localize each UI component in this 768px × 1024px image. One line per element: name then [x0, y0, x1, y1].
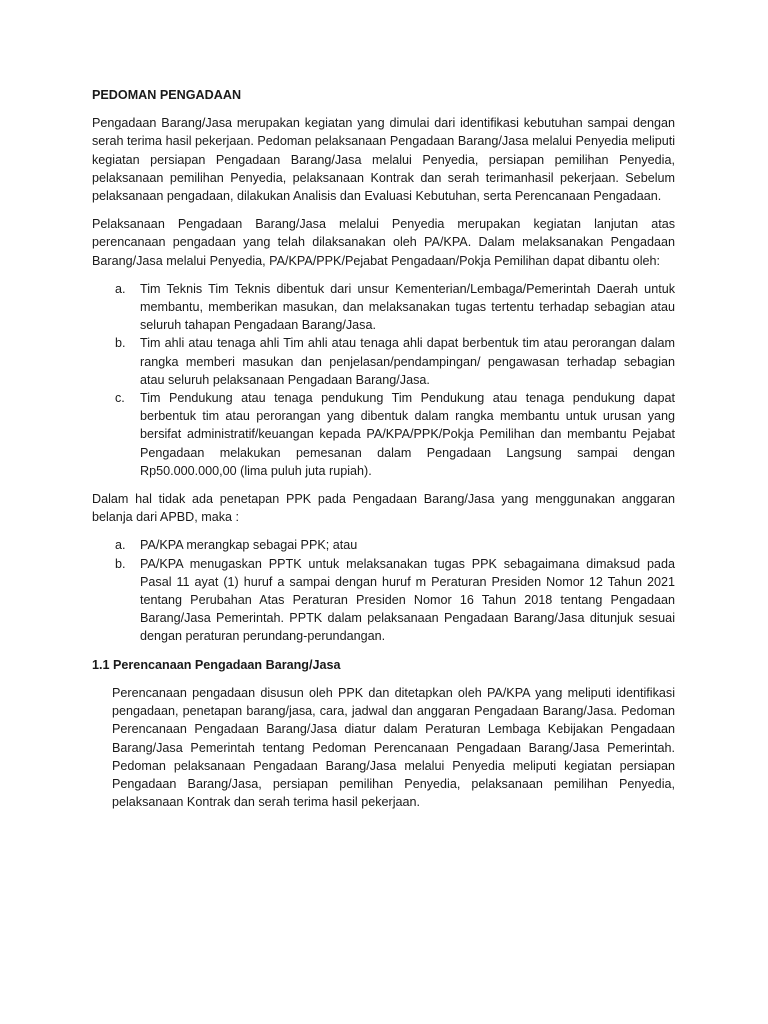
- section-body: Perencanaan pengadaan disusun oleh PPK dan ditetapkan oleh PA/KPA yang meliputi identifikasi pengadaan, penetapan barang/jasa, cara, jadwal dan anggaran Pengadaan Barang/Jasa. Pedoman Perencanaan Pengadaan Barang/Jasa diatur dalam Peraturan Lembaga Kebijakan Pengadaan Barang/Jasa Pemerintah tentang Pedoman Perencanaan Pengadaan Barang/Jasa Pemerintah. Pedoman pelaksanaan Pengadaan Barang/Jasa melalui Penyedia meliputi kegiatan persiapan Pengadaan Barang/Jasa, persiapan pemilihan Penyedia, pelaksanaan pemilihan Penyedia, pelaksanaan Kontrak dan serah terima hasil pekerjaan.: [112, 685, 675, 810]
- list-item-text: Tim Pendukung atau tenaga pendukung Tim Pendukung atau tenaga pendukung dapat berbentuk tim atau perorangan yang dibentuk dalam rangka membantu untuk urusan yang bersifat administratif/keuangan kepada PA/KPA/PPK/Pokja Pemilihan dan membantu Pejabat Pengadaan melakukan pemesanan dalam Pengadaan Langsung sampai dengan Rp50.000.000,00 (lima puluh juta rupiah).: [140, 391, 675, 478]
- document-body: [92, 86, 675, 821]
- list-marker: a.: [115, 538, 126, 553]
- list-item: [92, 389, 675, 480]
- list-item-text: Tim Teknis Tim Teknis dibentuk dari unsur Kementerian/Lembaga/Pemerintah Daerah untuk membantu, memberikan masukan, dan melaksanakan tugas tertentu terhadap sebagian atau seluruh tahapan Pengadaan Barang/Jasa.: [140, 281, 675, 333]
- list-marker: b.: [115, 556, 126, 571]
- list-item: [92, 280, 675, 335]
- section-title: 1.1 Perencanaan Pengadaan Barang/Jasa: [92, 657, 341, 672]
- list-ppk-options: [92, 536, 675, 645]
- paragraph-pelaksanaan: Pelaksanaan Pengadaan Barang/Jasa melalui Penyedia merupakan kegiatan lanjutan atas perencanaan pengadaan yang telah dilaksanakan oleh PA/KPA. Dalam melaksanakan Pengadaan Barang/Jasa melalui Penyedia, PA/KPA/PPK/Pejabat Pengadaan/Pokja Pemilihan dapat dibantu oleh:: [92, 217, 675, 268]
- list-marker: b.: [115, 336, 126, 351]
- list-helpers: [92, 280, 675, 480]
- list-item-text: PA/KPA menugaskan PPTK untuk melaksanakan tugas PPK sebagaimana dimaksud pada Pasal 11 ayat (1) huruf a sampai dengan huruf m Peraturan Presiden Nomor 12 Tahun 2021 tentang Perubahan Atas Peraturan Presiden Nomor 16 Tahun 2018 tentang Pengadaan Barang/Jasa Pemerintah. PPTK dalam pelaksanaan Pengadaan Barang/Jasa ditunjuk sesuai dengan peraturan perundang-perundangan.: [140, 556, 675, 644]
- list-item: [92, 334, 675, 389]
- list-item: [92, 536, 675, 554]
- paragraph-apbd: Dalam hal tidak ada penetapan PPK pada Pengadaan Barang/Jasa yang menggunakan anggaran belanja dari APBD, maka :: [92, 492, 675, 525]
- list-item-text: Tim ahli atau tenaga ahli Tim ahli atau tenaga ahli dapat berbentuk tim atau perorangan dalam rangka memberi masukan dan penjelasan/pendampingan/ pengawasan terhadap sebagian atau seluruh pelaksanaan Pengadaan Barang/Jasa.: [140, 336, 675, 387]
- list-marker: a.: [115, 281, 126, 296]
- list-item: [92, 555, 675, 646]
- list-item-text: PA/KPA merangkap sebagai PPK; atau: [140, 538, 358, 553]
- list-marker: c.: [115, 391, 125, 406]
- paragraph-intro: Pengadaan Barang/Jasa merupakan kegiatan yang dimulai dari identifikasi kebutuhan sampai dengan serah terima hasil pekerjaan. Pedoman pelaksanaan Pengadaan Barang/Jasa melalui Penyedia meliputi kegiatan persiapan Pengadaan Barang/Jasa melalui Penyedia, persiapan pemilihan Penyedia, pelaksanaan pemilihan Penyedia, pelaksanaan Kontrak dan serah terimanhasil pekerjaan. Sebelum pelaksanaan pengadaan, dilakukan Analisis dan Evaluasi Kebutuhan, serta Perencanaan Pengadaan.: [92, 116, 675, 204]
- document-title: PEDOMAN PENGADAAN: [92, 88, 242, 102]
